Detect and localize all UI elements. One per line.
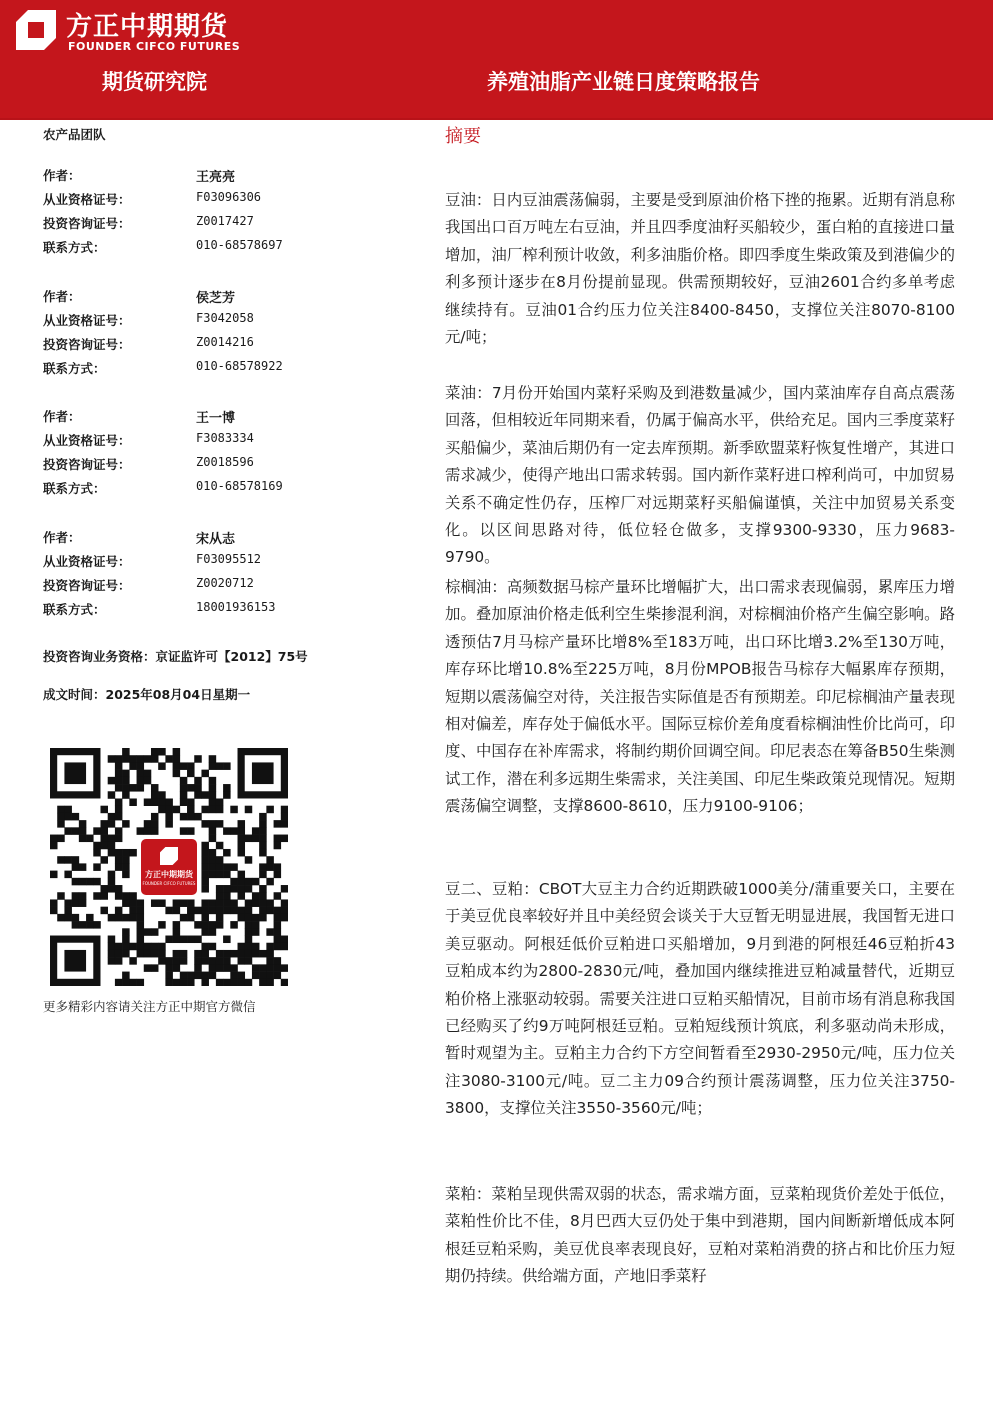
cert-number: F3083334 <box>196 431 254 445</box>
cert-number: F03095512 <box>196 552 262 566</box>
qr-center-logo <box>138 836 200 898</box>
license-info: 投资咨询业务资格：京证监许可【2012】75号 <box>43 649 308 664</box>
author-block-2 <box>43 287 403 383</box>
wechat-qr-code[interactable] <box>50 748 288 986</box>
author-block-4 <box>43 528 403 624</box>
author-label: 作者： <box>43 168 81 183</box>
author-block-3 <box>43 407 403 503</box>
inv-number: Z0017427 <box>196 214 254 228</box>
inv-number: Z0018596 <box>196 455 254 469</box>
inv-label: 投资咨询证号： <box>43 337 131 352</box>
author-label: 作者： <box>43 289 81 304</box>
publish-date: 成文时间：2025年08月04日星期一 <box>43 687 251 702</box>
founder-logo-icon <box>16 10 56 50</box>
paragraph-rapeseed-oil: 菜油：7月份开始国内菜籽采购及到港数量减少，国内菜油库存自高点震荡回落，但相较近年同期来看，仍属于偏高水平，供给充足。国内三季度菜籽买船偏少，菜油后期仍有一定去库预期。新季欧盟菜籽恢复性增产，其进口需求减少，使得产地出口需求转弱。国内新作菜籽进口榨利尚可，中加贸易关系不确定性仍存，压榨厂对远期菜籽买船偏谨慎，关注中加贸易关系变化。以区间思路对待，低位轻仓做多，支撑9300-9330，压力9683-9790。 <box>445 384 955 567</box>
author-label: 作者： <box>43 409 81 424</box>
inv-number: Z0020712 <box>196 576 254 590</box>
paragraph-palm-oil: 棕榈油：高频数据马棕产量环比增幅扩大，出口需求表现偏弱，累库压力增加。叠加原油价格走低利空生柴掺混利润，对棕榈油价格产生偏空影响。路透预估7月马棕产量环比增8%至183万吨，出口环比增3.2%至130万吨，库存环比增10.8%至225万吨，8月份MPOB报告马棕存大幅累库存预期，短期以震荡偏空对待，关注报告实际值是否有预期差。印尼棕榈油产量表现相对偏差，库存处于偏低水平。国际豆棕价差角度看棕榈油性价比尚可，印度、中国存在补库需求，将制约期价回调空间。印尼表态在筹备B50生柴测试工作，潜在利多远期生柴需求，关注美国、印尼生柴政策兑现情况。短期震荡偏空调整，支撑8600-8610，压力9100-9106； <box>445 578 955 816</box>
inv-label: 投资咨询证号： <box>43 457 131 472</box>
paragraph-rapeseed-meal: 菜粕：菜粕呈现供需双弱的状态，需求端方面，豆菜粕现货价差处于低位，菜粕性价比不佳，8月巴西大豆仍处于集中到港期，国内间断新增低成本阿根廷豆粕采购，美豆优良率表现良好，豆粕对菜粕消费的挤占和比价压力短期仍持续。供给端方面，产地旧季菜籽 <box>445 1185 955 1286</box>
author-name: 王一博 <box>196 411 236 426</box>
header-divider <box>0 118 993 120</box>
contact-label: 联系方式： <box>43 481 106 496</box>
contact-label: 联系方式： <box>43 240 106 255</box>
founder-logo-icon <box>160 847 178 865</box>
institute-name: 期货研究院 <box>102 70 207 94</box>
inv-label: 投资咨询证号： <box>43 578 131 593</box>
report-header <box>0 0 993 118</box>
cert-label: 从业资格证号： <box>43 192 131 207</box>
cert-label: 从业资格证号： <box>43 433 131 448</box>
contact-number: 010-68578169 <box>196 479 283 493</box>
contact-label: 联系方式： <box>43 602 106 617</box>
author-block-1 <box>43 166 403 262</box>
author-name: 王亮亮 <box>196 170 236 185</box>
team-name: 农产品团队 <box>43 127 106 142</box>
contact-label: 联系方式： <box>43 361 106 376</box>
inv-number: Z0014216 <box>196 335 254 349</box>
contact-number: 010-68578922 <box>196 359 283 373</box>
qr-logo-en: FOUNDER CIFCO FUTURES <box>142 881 196 886</box>
summary-title: 摘要 <box>445 126 481 147</box>
author-name: 侯芝芳 <box>196 291 236 306</box>
contact-number: 010-68578697 <box>196 238 283 252</box>
cert-number: F03096306 <box>196 190 262 204</box>
cert-label: 从业资格证号： <box>43 554 131 569</box>
cert-label: 从业资格证号： <box>43 313 131 328</box>
paragraph-soybean-oil: 豆油：日内豆油震荡偏弱，主要是受到原油价格下挫的拖累。近期有消息称我国出口百万吨左右豆油，并且四季度油籽买船较少，蛋白粕的直接进口量增加，油厂榨利预计收敛，利多油脂价格。即四季度生柴政策及到港偏少的利多预计逐步在8月份提前显现。供需预期较好，豆油2601合约多单考虑继续持有。豆油01合约压力位关注8400-8450，支撑位关注8070-8100元/吨； <box>445 191 955 347</box>
paragraph-soymeal: 豆二、豆粕：CBOT大豆主力合约近期跌破1000美分/蒲重要关口，主要在于美豆优良率较好并且中美经贸会谈关于大豆暂无明显进展，我国暂无进口美豆驱动。阿根廷低价豆粕进口买船增加，9月到港的阿根廷46豆粕折43豆粕成本约为2800-2830元/吨，叠加国内继续推进豆粕减量替代，近期豆粕价格上涨驱动较弱。需要关注进口豆粕买船情况，目前市场有消息称我国已经购买了约9万吨阿根廷豆粕。豆粕短线预计筑底，利多驱动尚未形成，暂时观望为主。豆粕主力合约下方空间暂看至2930-2950元/吨，压力位关注3080-3100元/吨。豆二主力09合约预计震荡调整，压力位关注3750-3800，支撑位关注3550-3560元/吨； <box>445 880 955 1118</box>
inv-label: 投资咨询证号： <box>43 216 131 231</box>
author-name: 宋从志 <box>196 532 236 547</box>
report-title: 养殖油脂产业链日度策略报告 <box>487 70 760 94</box>
cert-number: F3042058 <box>196 311 254 325</box>
contact-number: 18001936153 <box>196 600 276 614</box>
logo-en-text: FOUNDER CIFCO FUTURES <box>68 40 241 53</box>
author-label: 作者： <box>43 530 81 545</box>
qr-logo-cn: 方正中期期货 <box>145 870 193 879</box>
qr-caption: 更多精彩内容请关注方正中期官方微信 <box>43 999 256 1014</box>
logo-cn-text: 方正中期期货 <box>66 12 229 42</box>
